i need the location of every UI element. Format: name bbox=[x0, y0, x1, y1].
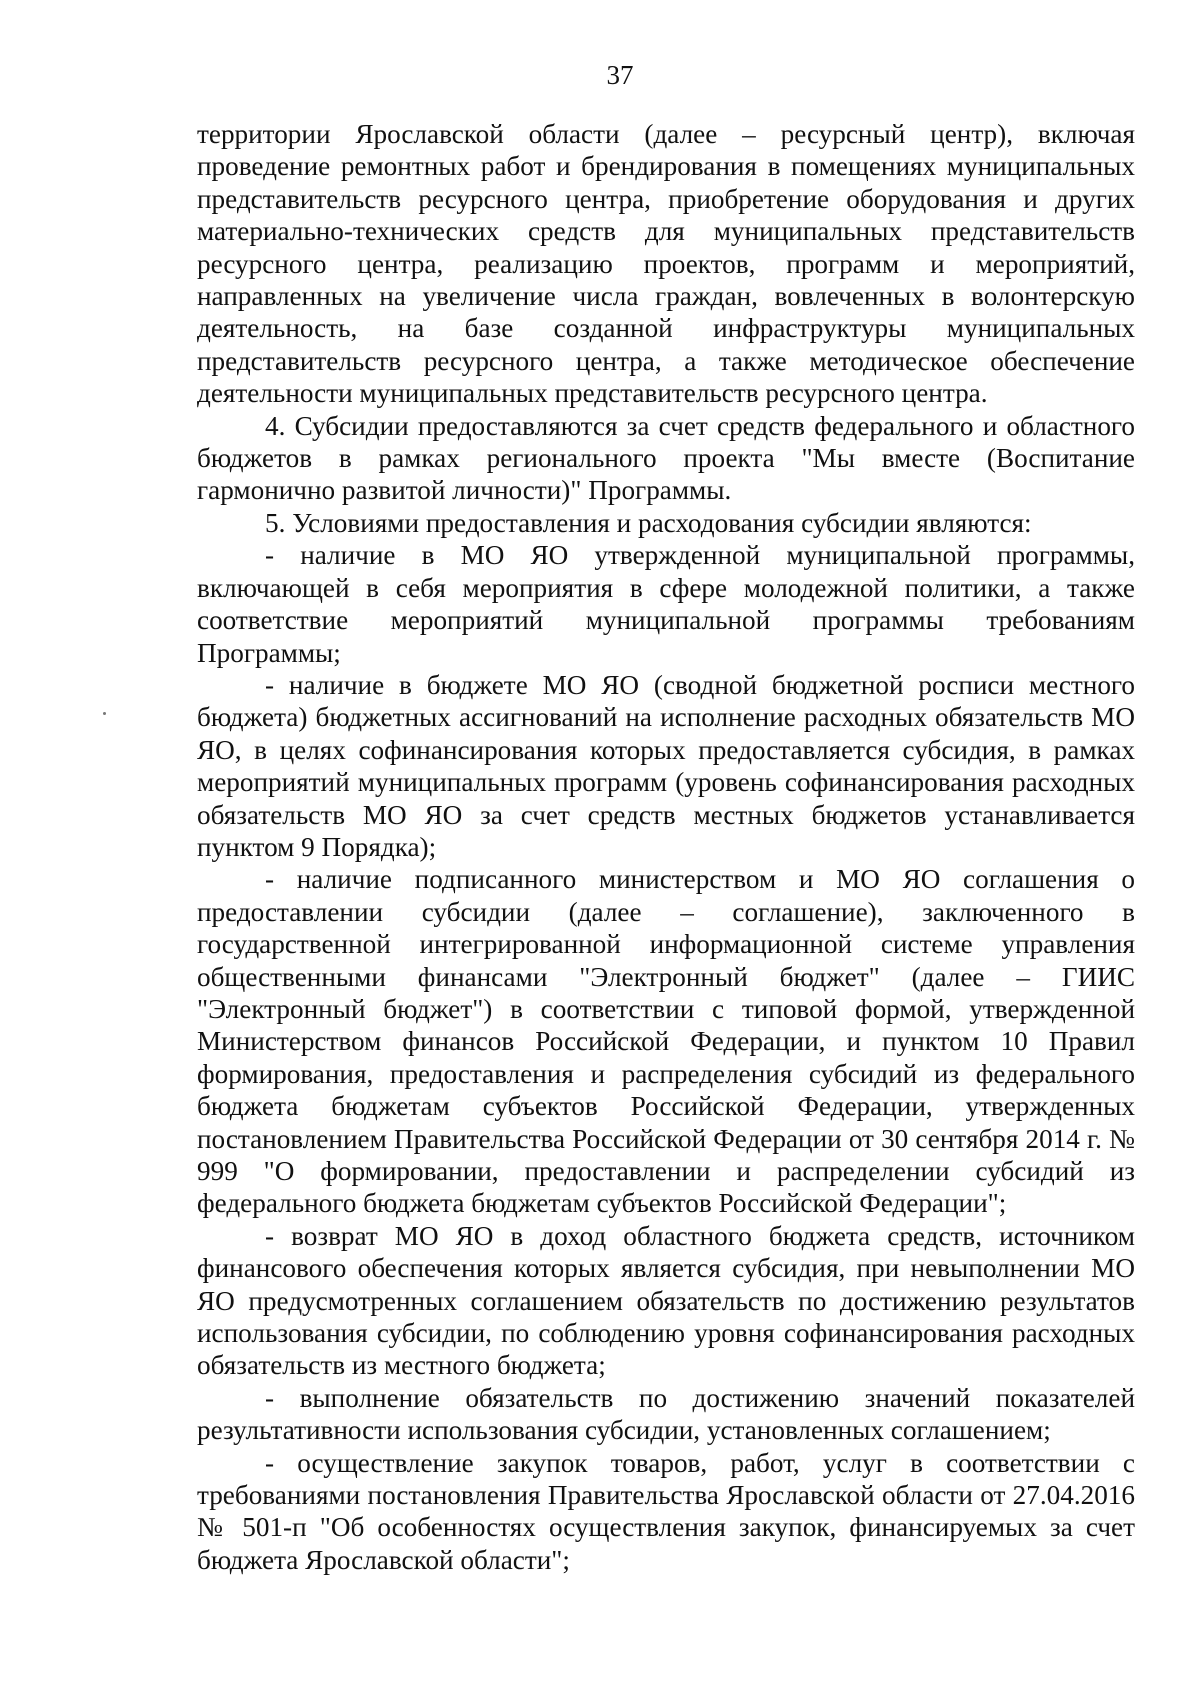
document-body bbox=[197, 118, 1135, 1576]
paragraph-continuation: территории Ярославской области (далее – ресурсный центр), включая проведение ремонтных работ и брендирования в помещениях муниципальных представительств ресурсного центра, приобретение оборудования и других материально-технических средств для муниципальных представительств ресурсного центра, реализацию проектов, программ и мероприятий, направленных на увеличение числа граждан, вовлеченных в волонтерскую деятельность, на базе созданной инфраструктуры муниципальных представительств ресурсного центра, а также методическое обеспечение деятельности муниципальных представительств ресурсного центра. bbox=[197, 119, 1135, 409]
condition-refund: - возврат МО ЯО в доход областного бюджета средств, источником финансового обеспечения которых является субсидия, при невыполнении МО ЯО предусмотренных соглашением обязательств по достижению результатов использования субсидии, по соблюдению уровня софинансирования расходных обязательств из местного бюджета; bbox=[197, 1220, 1135, 1381]
paragraph-item-4: 4. Субсидии предоставляются за счет средств федерального и областного бюджетов в рамках регионального проекта "Мы вместе (Воспитание гармонично развитой личности)" Программы. bbox=[197, 410, 1135, 506]
condition-procurement: - осуществление закупок товаров, работ, услуг в соответствии с требованиями постановления Правительства Ярославской области от 27.04.2016 № 501-п "Об особенностях осуществления закупок, финансируемых за счет бюджета Ярославской области"; bbox=[197, 1447, 1135, 1575]
page-number: 37 bbox=[606, 60, 634, 90]
paragraph-item-5: 5. Условиями предоставления и расходования субсидии являются: bbox=[265, 507, 1032, 538]
condition-signed-agreement: - наличие подписанного министерством и МО ЯО соглашения о предоставлении субсидии (далее – соглашение), заключенного в государственной интегрированной информационной системе управления общественными финансами "Электронный бюджет" (далее – ГИИС "Электронный бюджет") в соответствии с типовой формой, утвержденной Министерством финансов Российской Федерации, и пунктом 10 Правил формирования, предоставления и распределения субсидий из федерального бюджета бюджетам субъектов Российской Федерации, утвержденных постановлением Правительства Российской Федерации от 30 сентября 2014 г. № 999 "О формировании, предоставлении и распределении субсидий из федерального бюджета бюджетам субъектов Российской Федерации"; bbox=[197, 864, 1135, 1219]
condition-performance-indicators: - выполнение обязательств по достижению значений показателей результативности использования субсидии, установленных соглашением; bbox=[197, 1382, 1135, 1446]
scan-speck bbox=[103, 712, 106, 715]
condition-budget-allocations: - наличие в бюджете МО ЯО (сводной бюджетной росписи местного бюджета) бюджетных ассигнований на исполнение расходных обязательств МО ЯО, в целях софинансирования которых предоставляется субсидия, в рамках мероприятий муниципальных программ (уровень софинансирования расходных обязательств МО ЯО за счет средств местных бюджетов устанавливается пунктом 9 Порядка); bbox=[197, 669, 1135, 862]
condition-municipal-program: - наличие в МО ЯО утвержденной муниципальной программы, включающей в себя мероприятия в сфере молодежной политики, а также соответствие мероприятий муниципальной программы требованиям Программы; bbox=[197, 540, 1135, 668]
